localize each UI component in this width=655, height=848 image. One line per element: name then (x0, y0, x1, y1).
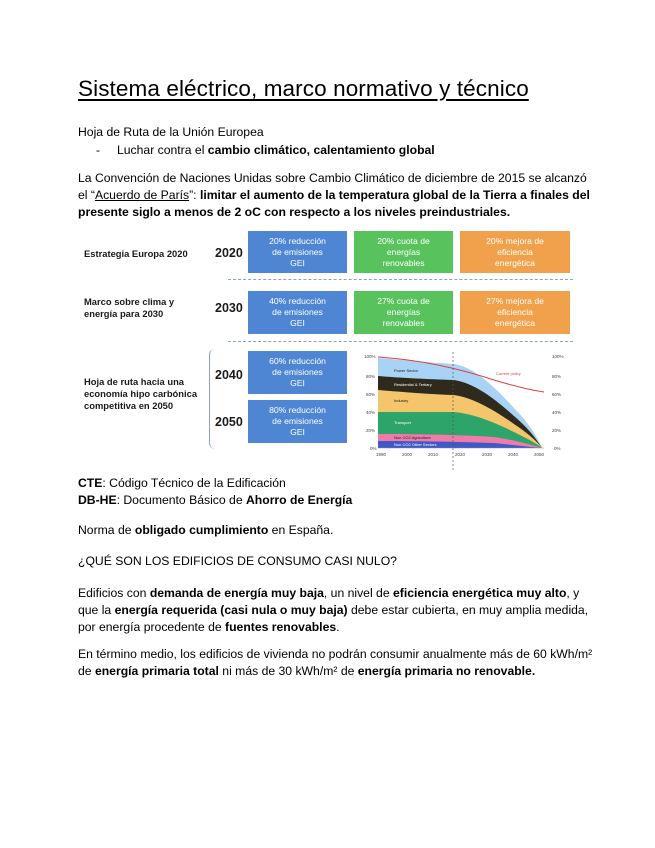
emissions-chart (364, 350, 573, 470)
series-label: Transport (394, 420, 411, 425)
pregunta-heading: ¿QUÉ SON LOS EDIFICIOS DE CONSUMO CASI NULO? (78, 554, 397, 568)
bracket (209, 349, 220, 449)
target-box-2050-ghg: 80% reducción de emisiones GEI (248, 400, 347, 443)
chart-y-tick-right: 80% (552, 374, 562, 379)
bullet-item: Luchar contra el cambio climático, calentamiento global (117, 143, 435, 157)
target-box-2040-ghg: 60% reducción de emisiones GEI (248, 351, 347, 394)
chart-y-tick: 20% (366, 428, 376, 433)
chart-x-tick: 2040 (508, 452, 519, 457)
chart-y-tick: 80% (366, 374, 376, 379)
chart-y-tick-right: 20% (552, 428, 562, 433)
current-policy-label: Current policy (496, 371, 521, 376)
chart-y-tick-right: 0% (554, 446, 561, 451)
year-2030: 2030 (215, 301, 243, 315)
medio-paragraph: En término medio, los edificios de vivienda no podrán consumir anualmente más de 60 kWh/m² de energía primaria total ni más de 30 kWh/m² de energía primaria no renovable. (78, 647, 593, 678)
target-box-2020-efficiency: 20% mejora de eficiencia energética (460, 231, 570, 273)
target-box-2030-efficiency: 27% mejora de eficiencia energética (460, 291, 570, 334)
row-label-2030: Marco sobre clima y energía para 2030 (84, 296, 175, 319)
row-label-2020: Estrategia Europa 2020 (84, 248, 188, 259)
cte-line: CTE: Código Técnico de la Edificación (78, 476, 286, 490)
page-title: Sistema eléctrico, marco normativo y técnico (78, 76, 529, 101)
edificios-paragraph: Edificios con demanda de energía muy baja, un nivel de eficiencia energética muy alto, y que la energía requerida (casi nula o muy baja) debe estar cubierta, en muy amplia medida, por energía procedente de fuentes renovables. (78, 586, 589, 634)
chart-x-tick: 1990 (376, 452, 387, 457)
hoja-de-ruta-line: Hoja de Ruta de la Unión Europea (78, 125, 264, 139)
chart-x-tick: 2020 (455, 452, 466, 457)
series-label: Industry (394, 398, 409, 403)
norma-line: Norma de obligado cumplimiento en España. (78, 523, 334, 537)
row-label-2050: Hoja de ruta hacia una economía hipo carbónica competitiva en 2050 (84, 376, 198, 411)
series-label: Power Sector (394, 368, 419, 373)
chart-y-tick-right: 60% (552, 392, 562, 397)
chart-y-tick-right: 40% (552, 410, 562, 415)
chart-y-tick: 60% (366, 392, 376, 397)
chart-y-tick: 100% (364, 354, 376, 359)
series-label: Residential & Tertiary (394, 382, 432, 387)
year-2020: 2020 (215, 246, 243, 260)
acuerdo-paris-link[interactable]: Acuerdo de París (94, 188, 190, 202)
chart-y-tick: 40% (366, 410, 376, 415)
chart-y-tick: 0% (370, 446, 377, 451)
chart-x-tick: 2030 (482, 452, 493, 457)
series-label: Non CO2 Agriculture (394, 435, 431, 440)
target-box-2030-renewables: 27% cuota de energías renovables (354, 291, 453, 334)
year-2040: 2040 (215, 368, 243, 382)
dbhe-line: DB-HE: Documento Básico de Ahorro de Energía (78, 493, 353, 507)
divider (228, 279, 573, 280)
chart-x-tick: 2000 (402, 452, 413, 457)
target-box-2020-renewables: 20% cuota de energías renovables (354, 231, 453, 273)
year-2050: 2050 (215, 415, 243, 429)
target-box-2020-ghg: 20% reducción de emisiones GEI (248, 231, 347, 273)
target-box-2030-ghg: 40% reducción de emisiones GEI (248, 291, 347, 334)
series-label: Non CO2 Other Sectors (394, 442, 437, 447)
chart-x-tick: 2010 (428, 452, 439, 457)
bullet-dash: - (96, 143, 101, 157)
convencion-paragraph: La Convención de Naciones Unidas sobre Cambio Climático de diciembre de 2015 se alcanzó el “Acuerdo de París”: limitar el aumento de la temperatura global de la Tierra a finales del presente siglo a menos de 2 oC con respecto a los niveles preindustriales. (78, 171, 590, 219)
divider (228, 341, 573, 342)
chart-y-tick-right: 100% (552, 354, 564, 359)
chart-x-tick: 2050 (534, 452, 545, 457)
eu-targets-figure (78, 227, 575, 472)
